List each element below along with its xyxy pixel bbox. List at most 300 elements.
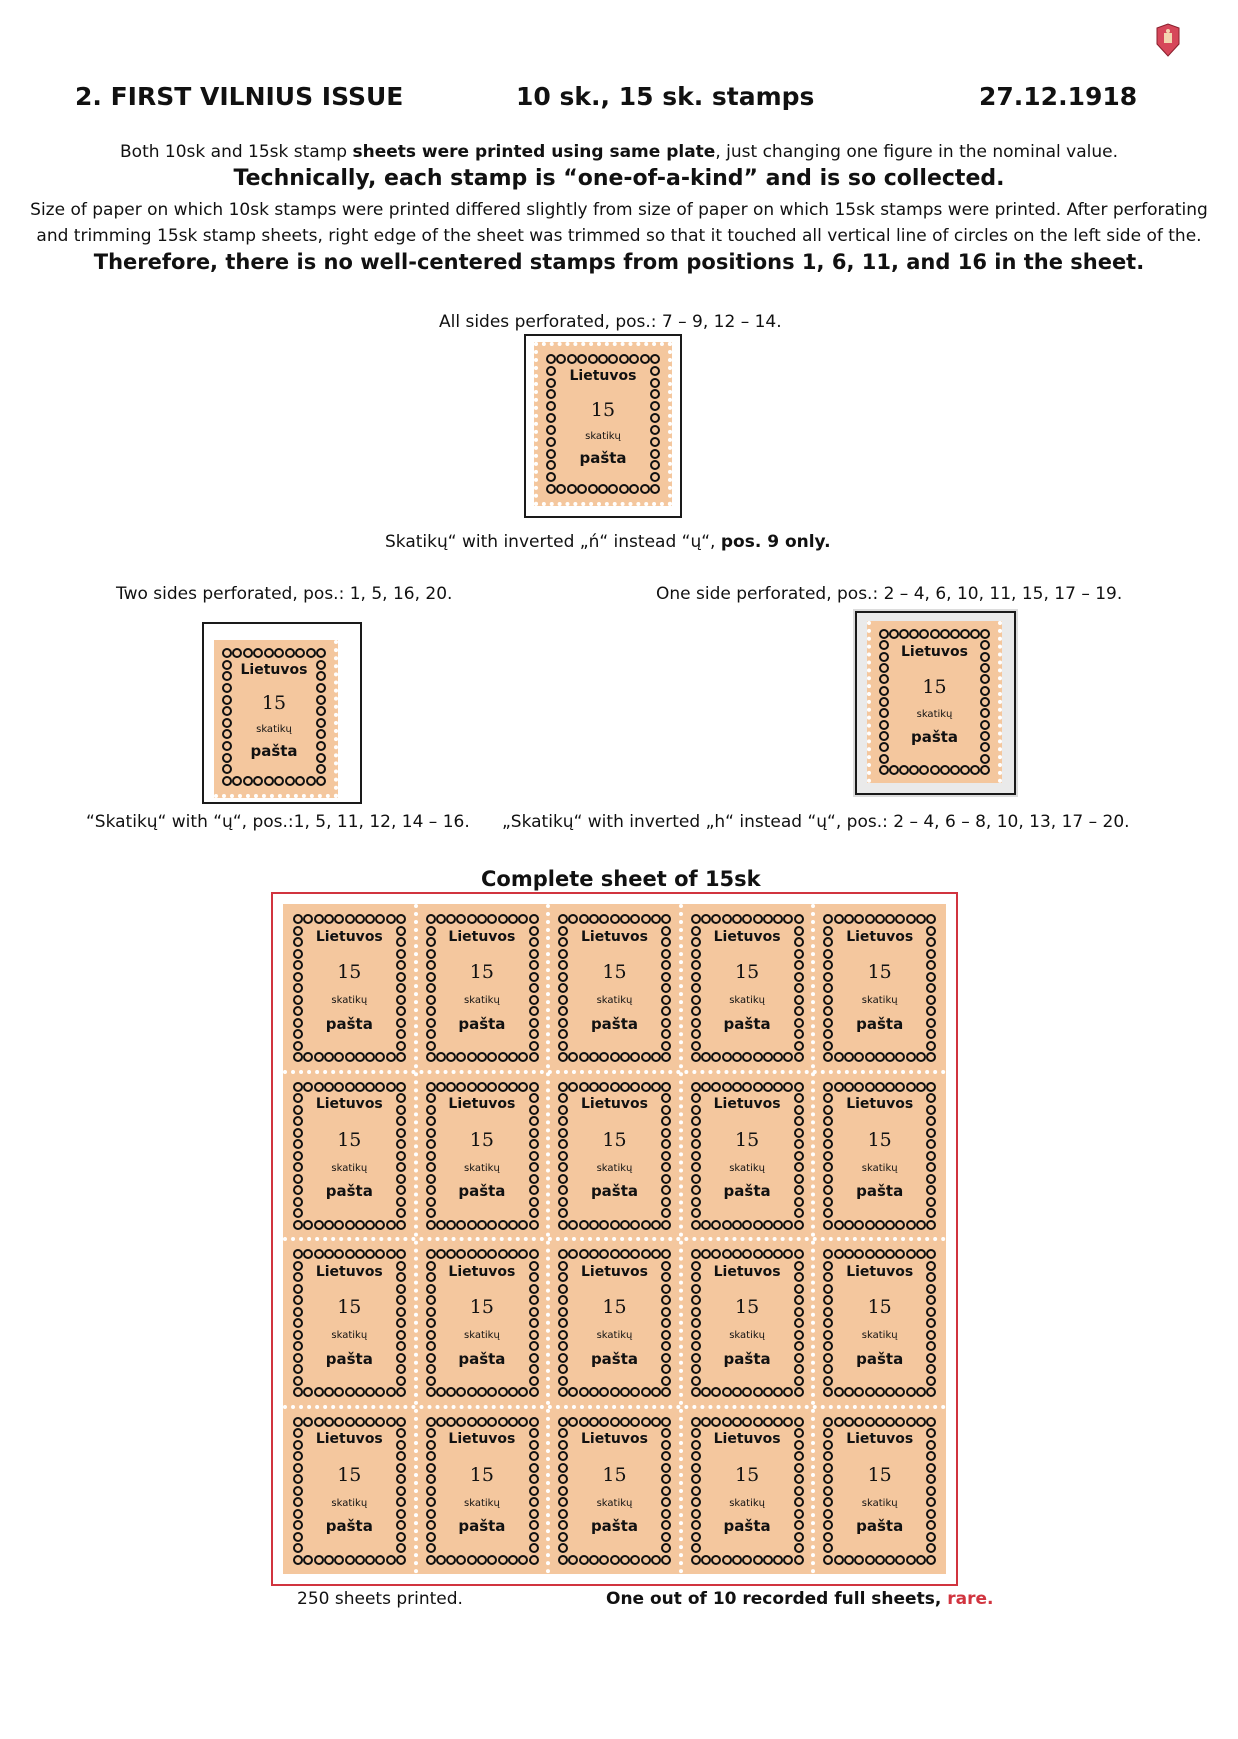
stamp-ring — [794, 1387, 804, 1397]
stamp-design — [823, 1082, 936, 1230]
stamp-ring — [722, 1249, 732, 1259]
stamp-ring — [456, 1220, 466, 1230]
stamp-ring — [446, 1220, 456, 1230]
stamp-ring — [610, 1052, 620, 1062]
stamp-ring — [579, 1082, 589, 1092]
stamp-ring — [396, 1284, 406, 1294]
stamp-ring — [661, 914, 671, 924]
stamp-ring — [865, 1555, 875, 1565]
stamp-ring — [508, 1387, 518, 1397]
stamp-ring — [243, 648, 253, 658]
stamp-ring — [599, 1220, 609, 1230]
stamp-ring — [823, 1151, 833, 1161]
intro-paragraph: Size of paper on which 10sk stamps were printed differed slightly from size of paper on which 15sk stamps were printed. After perforating and trimming 15sk stamp sheets, right edge of the sheet was trimmed so that it touched all vertical line of circles on the left side of the. — [30, 200, 1208, 246]
stamp-ring — [467, 1417, 477, 1427]
stamp-ring — [783, 1417, 793, 1427]
stamp-ring — [386, 1555, 396, 1565]
stamp-ring — [879, 663, 889, 673]
stamp-ring — [386, 1220, 396, 1230]
stamp-ring — [558, 1284, 568, 1294]
stamp-ring — [794, 914, 804, 924]
stamp-ring — [661, 1220, 671, 1230]
stamp-ring — [610, 1417, 620, 1427]
stamp-ring — [529, 1249, 539, 1259]
stamp-ring — [620, 1555, 630, 1565]
stamp-ring — [467, 1220, 477, 1230]
stamp-ring — [477, 914, 487, 924]
stamp-ring — [396, 1151, 406, 1161]
stamp-ring — [355, 1052, 365, 1062]
stamp-ring — [742, 1417, 752, 1427]
stamp-ring — [763, 1417, 773, 1427]
stamp-ring — [834, 1387, 844, 1397]
stamp-ring — [243, 776, 253, 786]
featured-stamp-label: All sides perforated, pos.: 7 – 9, 12 – 14. — [439, 312, 782, 332]
stamp-ring — [651, 1249, 661, 1259]
stamp-ring — [518, 1220, 528, 1230]
featured-caption-emphasis: pos. 9 only. — [720, 532, 831, 552]
stamp-ring — [579, 914, 589, 924]
stamp-design — [426, 914, 539, 1062]
stamp-country-text: Lietuvos — [569, 368, 637, 384]
stamp-ring — [763, 914, 773, 924]
stamp-ring — [906, 1249, 916, 1259]
sheet-stamp — [285, 1074, 414, 1238]
stamp-post-text: pašta — [856, 1349, 904, 1368]
stamp-ring — [222, 776, 232, 786]
stamp-ring — [396, 914, 406, 924]
stamp-ring — [303, 1417, 313, 1427]
stamp-ring — [293, 1220, 303, 1230]
sheet-stamp — [815, 1241, 944, 1405]
stamp-ring — [701, 1249, 711, 1259]
stamp-ring — [568, 1052, 578, 1062]
stamp-ring — [487, 1082, 497, 1092]
stamp-ring — [436, 1052, 446, 1062]
stamp-ring — [396, 1082, 406, 1092]
stamp-ring — [487, 1220, 497, 1230]
stamp-post-text: pašta — [325, 1014, 373, 1033]
stamp-value-text: 15 — [469, 961, 494, 984]
stamp-value-text: 15 — [867, 1296, 892, 1319]
stamp-unit-text: skatikų — [464, 1330, 500, 1342]
stamp-ring — [889, 629, 899, 639]
stamp-ring — [589, 914, 599, 924]
stamp-ring — [426, 1041, 436, 1051]
featured-caption-text: Skatikų“ with inverted „ń“ instead “ų“, — [385, 532, 721, 552]
stamp-ring — [926, 1220, 936, 1230]
stamp-ring — [529, 1451, 539, 1461]
stamp-value-text: 15 — [469, 1128, 494, 1151]
stamp-country-text: Lietuvos — [846, 1263, 914, 1280]
stamp-ring — [926, 1451, 936, 1461]
stamp-country-text: Lietuvos — [448, 1263, 516, 1280]
stamp-ring — [691, 1052, 701, 1062]
stamp-ring — [722, 1082, 732, 1092]
stamp-ring — [222, 648, 232, 658]
stamp-value-text: 15 — [735, 1128, 760, 1151]
stamp-ring — [306, 648, 316, 658]
perforation-horizontal — [283, 1405, 946, 1409]
stamp-ring — [316, 764, 326, 774]
stamp-ring — [579, 1417, 589, 1427]
left-stamp-frame — [202, 622, 362, 804]
stamp-ring — [661, 1543, 671, 1553]
stamp-ring — [794, 1082, 804, 1092]
stamp-post-text: pašta — [723, 1349, 771, 1368]
stamp-ring — [529, 1208, 539, 1218]
stamp-ring — [619, 484, 629, 494]
stamp-ring — [661, 1041, 671, 1051]
stamp-ring — [477, 1082, 487, 1092]
stamp-unit-text: skatikų — [596, 995, 633, 1007]
stamp-ring — [456, 1555, 466, 1565]
stamp-ring — [365, 1417, 375, 1427]
stamp-ring — [722, 1387, 732, 1397]
stamp-ring — [661, 1451, 671, 1461]
stamp-ring — [303, 1249, 313, 1259]
stamp-ring — [916, 1555, 926, 1565]
stamp-ring — [691, 1376, 701, 1386]
stamp-ring — [529, 1116, 539, 1126]
stamp-ring — [558, 1318, 568, 1328]
stamp-post-text: pašta — [723, 1517, 771, 1536]
stamp-ring — [426, 1417, 436, 1427]
stamp-ring — [396, 1376, 406, 1386]
stamp-ring — [426, 1052, 436, 1062]
stamp-ring — [426, 1249, 436, 1259]
stamp-ring — [823, 1249, 833, 1259]
stamp-ring — [630, 1082, 640, 1092]
stamp-ring — [355, 1387, 365, 1397]
stamp-ring — [285, 648, 295, 658]
page-title: 2. FIRST VILNIUS ISSUE — [75, 82, 404, 111]
stamp-ring — [773, 1220, 783, 1230]
stamp-ring — [661, 1151, 671, 1161]
sheet-stamp — [815, 1074, 944, 1238]
stamp-ring — [823, 1220, 833, 1230]
stamp-ring — [324, 1555, 334, 1565]
stamp-ring — [396, 1318, 406, 1328]
stamp-design — [426, 1082, 539, 1230]
stamp-ring — [293, 1318, 303, 1328]
stamp-ring — [324, 1387, 334, 1397]
stamp-ring — [691, 1116, 701, 1126]
stamp-unit-text: skatikų — [729, 1162, 765, 1174]
stamp-unit-text: skatikų — [729, 1497, 765, 1509]
stamp-ring — [823, 1543, 833, 1553]
stamp-ring — [529, 1052, 539, 1062]
stamp-ring — [426, 914, 436, 924]
stamp-ring — [742, 1220, 752, 1230]
stamp-ring — [610, 1387, 620, 1397]
stamp-ring — [610, 914, 620, 924]
stamp-ring — [960, 629, 970, 639]
stamp-ring — [834, 1555, 844, 1565]
stamp-value-text: 15 — [602, 1463, 627, 1486]
stamp-ring — [293, 949, 303, 959]
stamp-ring — [865, 1082, 875, 1092]
left-stamp — [214, 640, 338, 798]
stamp-design — [691, 1417, 804, 1565]
stamp-unit-text: skatikų — [729, 1330, 765, 1342]
stamp-ring — [558, 1220, 568, 1230]
stamp-country-text: Lietuvos — [315, 928, 383, 945]
stamp-value-text: 15 — [469, 1296, 494, 1319]
stamp-ring — [610, 1555, 620, 1565]
stamp-ring — [753, 1387, 763, 1397]
sheet-footer-right — [606, 1589, 993, 1609]
sheet-stamp — [815, 1409, 944, 1573]
stamp-ring — [773, 1082, 783, 1092]
stamp-ring — [763, 1052, 773, 1062]
stamp-ring — [711, 1249, 721, 1259]
stamp-ring — [579, 1387, 589, 1397]
stamp-country-text: Lietuvos — [315, 1431, 383, 1448]
stamp-ring — [426, 1082, 436, 1092]
stamp-ring — [620, 1417, 630, 1427]
stamp-ring — [783, 1249, 793, 1259]
stamp-ring — [498, 1555, 508, 1565]
stamp-ring — [691, 1151, 701, 1161]
stamp-ring — [508, 1052, 518, 1062]
stamp-ring — [844, 1417, 854, 1427]
stamp-ring — [711, 1417, 721, 1427]
stamp-ring — [386, 914, 396, 924]
stamp-unit-text: skatikų — [861, 1330, 898, 1342]
sheet-stamp — [550, 1241, 679, 1405]
stamp-ring — [980, 629, 990, 639]
stamp-ring — [885, 1220, 895, 1230]
stamp-ring — [711, 914, 721, 924]
stamp-unit-text: skatikų — [585, 431, 621, 442]
stamp-ring — [875, 1387, 885, 1397]
stamp-ring — [529, 1284, 539, 1294]
stamp-ring — [783, 914, 793, 924]
stamp-ring — [691, 1486, 701, 1496]
stamp-ring — [916, 1249, 926, 1259]
stamp-ring — [865, 1387, 875, 1397]
intro-conclusion: Therefore, there is no well-centered stamps from positions 1, 6, 11, and 16 in the sheet. — [93, 250, 1145, 274]
stamp-ring — [879, 754, 889, 764]
stamp-post-text: pašta — [723, 1014, 771, 1033]
stamp-ring — [446, 914, 456, 924]
stamp-ring — [345, 1052, 355, 1062]
stamp-ring — [426, 1486, 436, 1496]
stamp-ring — [529, 1082, 539, 1092]
stamp-ring — [783, 1555, 793, 1565]
stamp-ring — [783, 1082, 793, 1092]
stamp-ring — [620, 914, 630, 924]
stamp-unit-text: skatikų — [596, 1162, 633, 1174]
stamp-ring — [577, 354, 587, 364]
stamp-ring — [396, 1052, 406, 1062]
stamp-ring — [875, 1249, 885, 1259]
stamp-ring — [691, 1555, 701, 1565]
stamp-ring — [577, 484, 587, 494]
stamp-unit-text: skatikų — [464, 995, 500, 1007]
stamp-ring — [742, 1249, 752, 1259]
stamp-unit-text: skatikų — [331, 1162, 368, 1174]
stamp-ring — [879, 697, 889, 707]
stamp-ring — [960, 765, 970, 775]
stamp-ring — [844, 914, 854, 924]
stamp-ring — [598, 354, 608, 364]
stamp-ring — [588, 484, 598, 494]
stamp-ring — [345, 1417, 355, 1427]
stamp-ring — [599, 1249, 609, 1259]
stamp-design — [823, 914, 936, 1062]
stamp-ring — [334, 1052, 344, 1062]
stamp-ring — [293, 1376, 303, 1386]
stamp-ring — [426, 1151, 436, 1161]
stamp-ring — [558, 1116, 568, 1126]
stamp-ring — [324, 1082, 334, 1092]
stamp-ring — [518, 1052, 528, 1062]
stamp-ring — [711, 1387, 721, 1397]
stamp-ring — [732, 1220, 742, 1230]
stamp-ring — [546, 484, 556, 494]
sheet-stamp — [418, 906, 547, 1070]
stamp-ring — [303, 914, 313, 924]
stamp-ring — [436, 1555, 446, 1565]
stamp-ring — [293, 1249, 303, 1259]
stamp-value-text: 15 — [735, 1296, 760, 1319]
stamp-country-text: Lietuvos — [846, 1431, 914, 1448]
stamp-ring — [794, 1052, 804, 1062]
stamp-ring — [630, 1555, 640, 1565]
stamp-design — [546, 354, 660, 494]
stamp-ring — [926, 1116, 936, 1126]
stamp-ring — [589, 1220, 599, 1230]
stamp-ring — [396, 1486, 406, 1496]
stamp-ring — [823, 1376, 833, 1386]
stamp-ring — [345, 1220, 355, 1230]
stamp-ring — [508, 1555, 518, 1565]
stamp-ring — [293, 1486, 303, 1496]
stamp-ring — [691, 983, 701, 993]
stamp-ring — [732, 1555, 742, 1565]
stamp-ring — [324, 1052, 334, 1062]
stamp-value-text: 15 — [337, 1463, 362, 1486]
stamp-ring — [926, 914, 936, 924]
stamp-ring — [620, 1052, 630, 1062]
stamp-ring — [834, 1249, 844, 1259]
stamp-ring — [823, 1052, 833, 1062]
stamp-ring — [895, 1082, 905, 1092]
stamp-value-text: 15 — [469, 1463, 494, 1486]
stamp-ring — [589, 1082, 599, 1092]
stamp-ring — [823, 1208, 833, 1218]
stamp-ring — [426, 949, 436, 959]
stamp-ring — [844, 1052, 854, 1062]
stamp-ring — [970, 629, 980, 639]
stamp-ring — [875, 914, 885, 924]
stamp-ring — [895, 1220, 905, 1230]
stamp-ring — [375, 1220, 385, 1230]
stamp-unit-text: skatikų — [464, 1162, 500, 1174]
stamp-ring — [386, 1417, 396, 1427]
stamp-ring — [556, 354, 566, 364]
stamp-ring — [926, 949, 936, 959]
stamp-ring — [641, 1417, 651, 1427]
stamp-ring — [895, 1555, 905, 1565]
stamp-ring — [926, 983, 936, 993]
stamp-ring — [773, 1052, 783, 1062]
stamp-ring — [651, 1417, 661, 1427]
stamp-ring — [916, 914, 926, 924]
stamp-ring — [293, 983, 303, 993]
stamp-ring — [620, 1387, 630, 1397]
stamp-post-text: pašta — [325, 1182, 373, 1201]
stamp-ring — [701, 914, 711, 924]
intro-emphasis: sheets were printed using same plate — [352, 142, 716, 162]
stamp-ring — [508, 1417, 518, 1427]
stamp-ring — [303, 1555, 313, 1565]
stamp-ring — [558, 983, 568, 993]
stamp-post-text: pašta — [590, 1349, 639, 1368]
rare-label: rare. — [947, 1589, 994, 1609]
stamp-ring — [599, 1555, 609, 1565]
stamp-ring — [691, 1318, 701, 1328]
sheet-stamp — [418, 1241, 547, 1405]
stamp-value-text: 15 — [922, 675, 947, 698]
stamp-ring — [926, 1082, 936, 1092]
stamp-ring — [610, 1249, 620, 1259]
stamp-ring — [293, 914, 303, 924]
stamp-country-text: Lietuvos — [713, 1263, 781, 1280]
stamp-ring — [334, 1082, 344, 1092]
stamp-ring — [529, 1220, 539, 1230]
stamp-ring — [558, 1249, 568, 1259]
stamp-ring — [916, 1387, 926, 1397]
stamp-country-text: Lietuvos — [713, 1096, 781, 1113]
stamp-ring — [467, 1387, 477, 1397]
stamp-ring — [456, 1417, 466, 1427]
stamp-ring — [661, 1318, 671, 1328]
stamp-ring — [546, 354, 556, 364]
stamp-ring — [334, 914, 344, 924]
stamp-ring — [426, 1555, 436, 1565]
stamp-ring — [865, 914, 875, 924]
stamp-ring — [895, 914, 905, 924]
stamp-ring — [722, 1417, 732, 1427]
stamp-value-text: 15 — [337, 1128, 362, 1151]
stamp-ring — [324, 1249, 334, 1259]
stamp-ring — [396, 1387, 406, 1397]
stamp-post-text: pašta — [325, 1517, 373, 1536]
stamp-ring — [732, 1417, 742, 1427]
stamp-ring — [467, 1555, 477, 1565]
stamp-ring — [558, 1052, 568, 1062]
stamp-ring — [456, 1249, 466, 1259]
stamp-ring — [610, 1220, 620, 1230]
stamp-ring — [426, 1284, 436, 1294]
stamp-ring — [518, 1249, 528, 1259]
stamp-ring — [264, 776, 274, 786]
stamp-ring — [651, 1082, 661, 1092]
stamp-ring — [314, 1082, 324, 1092]
stamp-ring — [558, 1486, 568, 1496]
stamp-ring — [980, 697, 990, 707]
stamp-ring — [568, 1555, 578, 1565]
stamp-design — [558, 1082, 671, 1230]
stamp-ring — [661, 1284, 671, 1294]
stamp-ring — [529, 1151, 539, 1161]
stamp-ring — [854, 1220, 864, 1230]
stamp-ring — [396, 1555, 406, 1565]
stamp-ring — [529, 1041, 539, 1051]
